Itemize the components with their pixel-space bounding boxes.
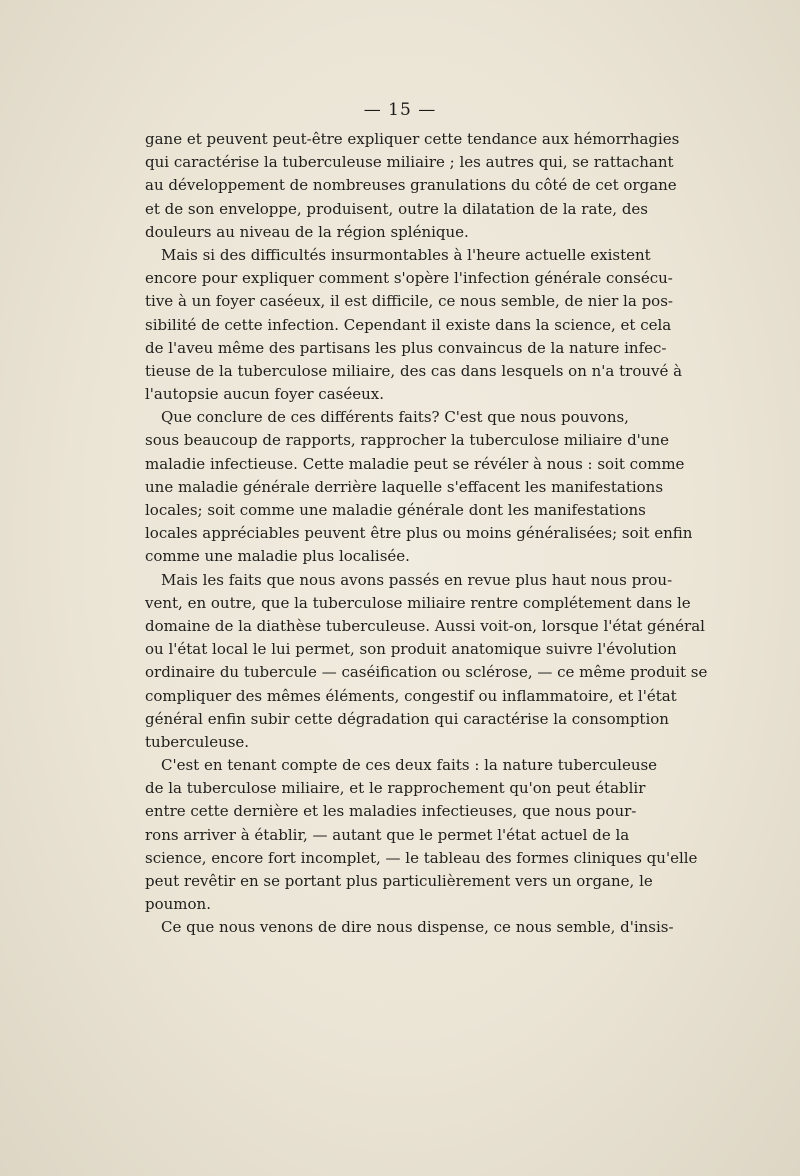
- text-line: général enfin subir cette dégradation qui caractérise la consomption: [145, 709, 669, 728]
- page-number: — 15 —: [363, 100, 437, 120]
- text-line: entre cette dernière et les maladies infectieuses, que nous pour-: [145, 802, 637, 821]
- body-text: [145, 128, 708, 940]
- text-line: Que conclure de ces différents faits? C'est que nous pouvons,: [161, 408, 629, 427]
- text-line: maladie infectieuse. Cette maladie peut se révéler à nous : soit comme: [145, 454, 685, 473]
- text-line: domaine de la diathèse tuberculeuse. Aussi voit-on, lorsque l'état général: [145, 616, 705, 635]
- text-line: une maladie générale derrière laquelle s'effacent les manifestations: [145, 477, 664, 496]
- text-line: Ce que nous venons de dire nous dispense, ce nous semble, d'insis-: [161, 918, 674, 937]
- text-line: science, encore fort incomplet, — le tableau des formes cliniques qu'elle: [145, 848, 698, 867]
- text-line: C'est en tenant compte de ces deux faits : la nature tuberculeuse: [161, 756, 658, 775]
- text-line: au développement de nombreuses granulations du côté de cet organe: [145, 176, 677, 195]
- paragraph: [145, 244, 683, 406]
- text-line: ordinaire du tubercule — caséification ou sclérose, — ce même produit se: [145, 663, 708, 682]
- text-line: tive à un foyer caséeux, il est difficile, ce nous semble, de nier la pos-: [145, 292, 673, 311]
- text-line: et de son enveloppe, produisent, outre la dilatation de la rate, des: [145, 199, 648, 218]
- text-line: douleurs au niveau de la région splénique.: [145, 222, 469, 241]
- paragraph: [145, 569, 708, 755]
- text-line: rons arriver à établir, — autant que le permet l'état actuel de la: [145, 825, 630, 844]
- text-line: gane et peuvent peut-être expliquer cette tendance aux hémorrhagies: [145, 130, 680, 148]
- text-line: tieuse de la tuberculose miliaire, des cas dans lesquels on n'a trouvé à: [145, 361, 683, 380]
- text-line: comme une maladie plus localisée.: [145, 547, 410, 566]
- text-line: vent, en outre, que la tuberculose miliaire rentre complétement dans le: [145, 593, 691, 612]
- paragraph: [145, 406, 693, 568]
- text-line: de l'aveu même des partisans les plus convaincus de la nature infec-: [145, 338, 667, 357]
- text-line: Mais si des difficultés insurmontables à l'heure actuelle existent: [161, 245, 651, 264]
- paragraph: [145, 754, 698, 916]
- paragraph: [145, 128, 680, 244]
- text-line: peut revêtir en se portant plus particulièrement vers un organe, le: [145, 872, 653, 890]
- text-line: l'autopsie aucun foyer caséeux.: [145, 385, 384, 404]
- text-line: locales appréciables peuvent être plus ou moins généralisées; soit enfin: [145, 524, 693, 543]
- text-line: locales; soit comme une maladie générale dont les manifestations: [145, 501, 646, 519]
- text-line: qui caractérise la tuberculeuse miliaire ; les autres qui, se rattachant: [145, 153, 674, 172]
- text-line: de la tuberculose miliaire, et le rapprochement qu'on peut établir: [145, 779, 646, 798]
- text-line: tuberculeuse.: [145, 732, 250, 751]
- text-line: sibilité de cette infection. Cependant il existe dans la science, et cela: [145, 315, 672, 334]
- text-line: Mais les faits que nous avons passés en revue plus haut nous prou-: [161, 570, 673, 589]
- paragraph: [145, 916, 674, 939]
- text-line: compliquer des mêmes éléments, congestif ou inflammatoire, et l'état: [145, 686, 677, 705]
- text-line: poumon.: [145, 895, 211, 914]
- text-line: encore pour expliquer comment s'opère l'infection générale consécu-: [145, 269, 673, 288]
- text-line: ou l'état local le lui permet, son produit anatomique suivre l'évolution: [145, 640, 677, 659]
- text-line: sous beaucoup de rapports, rapprocher la tuberculose miliaire d'une: [145, 431, 669, 450]
